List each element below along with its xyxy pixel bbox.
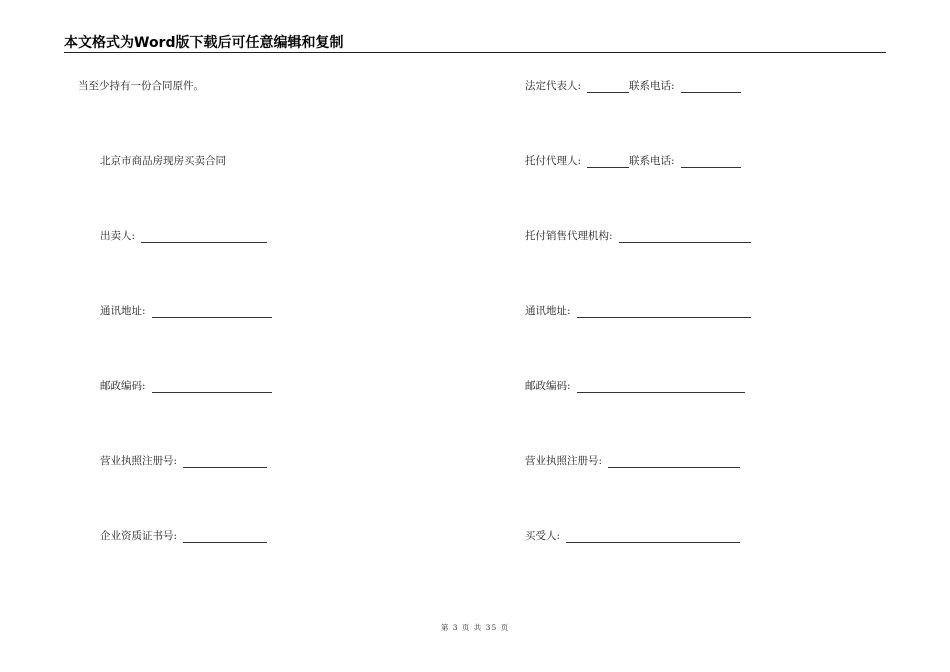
agent-phone-label: 联系电话: xyxy=(629,155,675,167)
seller-postcode-label: 邮政编码: xyxy=(100,380,146,392)
contract-title xyxy=(100,154,226,168)
qualification-row xyxy=(100,529,267,543)
sales-agency-label: 托付销售代理机构: xyxy=(525,230,613,242)
buyer-row xyxy=(525,529,740,543)
seller-postcode-row xyxy=(100,379,272,393)
agent-blank[interactable] xyxy=(587,156,629,168)
agency-license-row xyxy=(525,454,740,468)
legal-rep-phone-blank[interactable] xyxy=(681,81,741,93)
seller-address-row xyxy=(100,304,272,318)
agency-postcode-row xyxy=(525,379,745,393)
agency-address-label: 通讯地址: xyxy=(525,305,571,317)
seller-blank[interactable] xyxy=(141,231,267,243)
buyer-blank[interactable] xyxy=(566,531,740,543)
legal-rep-blank[interactable] xyxy=(587,81,629,93)
seller-address-label: 通讯地址: xyxy=(100,305,146,317)
agent-phone-blank[interactable] xyxy=(681,156,741,168)
agency-license-blank[interactable] xyxy=(608,456,740,468)
intro-label: 当至少持有一份合同原件。 xyxy=(78,80,204,92)
agency-address-row xyxy=(525,304,751,318)
seller-address-blank[interactable] xyxy=(152,306,272,318)
agency-postcode-label: 邮政编码: xyxy=(525,380,571,392)
intro-text xyxy=(78,79,204,93)
qualification-blank[interactable] xyxy=(183,531,267,543)
agent-label: 托付代理人: xyxy=(525,155,582,167)
seller-license-blank[interactable] xyxy=(183,456,267,468)
page-header: 本文格式为Word版下载后可任意编辑和复制 xyxy=(64,34,886,53)
legal-rep-label: 法定代表人: xyxy=(525,80,582,92)
page-footer: 第 3 页 共 35 页 xyxy=(440,623,510,632)
agent-row xyxy=(525,154,741,168)
buyer-label: 买受人: xyxy=(525,530,561,542)
qualification-label: 企业资质证书号: xyxy=(100,530,178,542)
agency-postcode-blank[interactable] xyxy=(577,381,745,393)
seller-label: 出卖人: xyxy=(100,230,136,242)
legal-rep-row xyxy=(525,79,741,93)
contract-title-label: 北京市商品房现房买卖合同 xyxy=(100,155,226,167)
agency-license-label: 营业执照注册号: xyxy=(525,455,603,467)
seller-row xyxy=(100,229,267,243)
sales-agency-row xyxy=(525,229,751,243)
seller-license-label: 营业执照注册号: xyxy=(100,455,178,467)
seller-postcode-blank[interactable] xyxy=(152,381,272,393)
legal-rep-phone-label: 联系电话: xyxy=(629,80,675,92)
agency-address-blank[interactable] xyxy=(577,306,751,318)
sales-agency-blank[interactable] xyxy=(619,231,751,243)
seller-license-row xyxy=(100,454,267,468)
